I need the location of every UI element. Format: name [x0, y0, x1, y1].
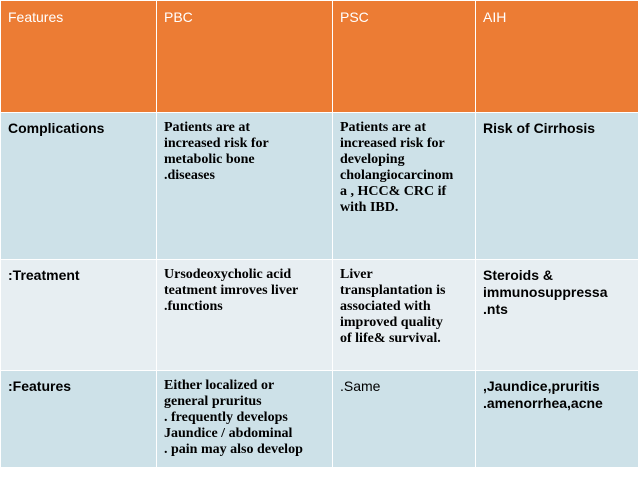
cell-line: Ursodeoxycholic acid	[164, 267, 292, 282]
cell-line: increased risk for	[164, 136, 269, 151]
cell-line: .amenorrhea,acne	[483, 395, 603, 411]
cell-line: general pruritus	[164, 394, 262, 409]
cell-line: cholangiocarcinom	[340, 168, 454, 183]
cell-line: Jaundice / abdominal	[164, 426, 293, 441]
header-cell-features	[1, 1, 157, 113]
cell-text	[333, 371, 475, 395]
pbc-cell	[157, 113, 333, 260]
cell-line: associated with	[340, 299, 431, 314]
cell-line: .nts	[483, 301, 508, 317]
psc-cell	[333, 260, 476, 371]
header-label: AIH	[483, 9, 507, 25]
cell-line: .diseases	[164, 168, 215, 183]
cell-line: developing	[340, 152, 405, 167]
cell-line: Patients are at	[164, 120, 251, 135]
table-row	[1, 371, 638, 468]
psc-cell	[333, 371, 476, 468]
cell-line: a , HCC& CRC if	[340, 184, 447, 199]
cell-text	[476, 371, 638, 412]
cell-line: with IBD.	[340, 200, 399, 215]
cell-text	[157, 371, 332, 458]
row-label: :Treatment	[8, 267, 80, 283]
aih-cell	[476, 371, 638, 468]
cell-line: teatment imroves liver	[164, 283, 299, 298]
cell-line: ,Jaundice,pruritis	[483, 378, 600, 394]
cell-line: metabolic bone	[164, 152, 255, 167]
cell-line: Liver	[340, 267, 373, 282]
cell-text	[333, 113, 475, 216]
header-cell-pbc	[157, 1, 333, 113]
table-row	[1, 260, 638, 371]
cell-line: . pain may also develop	[164, 442, 303, 457]
row-label: Complications	[8, 120, 105, 136]
cell-text	[157, 260, 332, 315]
cell-text	[157, 113, 332, 184]
header-label: PSC	[340, 9, 369, 25]
header-cell-aih	[476, 1, 638, 113]
cell-line: .functions	[164, 299, 223, 314]
cell-line: transplantation is	[340, 283, 446, 298]
header-label: PBC	[164, 9, 193, 25]
cell-line: immunosuppressa	[483, 284, 608, 300]
row-label-cell	[1, 113, 157, 260]
table-row	[1, 113, 638, 260]
cell-line: improved quality	[340, 315, 443, 330]
aih-cell	[476, 113, 638, 260]
cell-text	[476, 260, 638, 318]
row-label-cell	[1, 371, 157, 468]
cell-line: Patients are at	[340, 120, 427, 135]
cell-line: Steroids &	[483, 267, 554, 283]
cell-line: Either localized or	[164, 378, 275, 393]
cell-line: of life& survival.	[340, 331, 441, 346]
psc-cell	[333, 113, 476, 260]
row-label: :Features	[8, 378, 72, 394]
header-row	[1, 1, 638, 113]
header-cell-psc	[333, 1, 476, 113]
cell-line: . frequently develops	[164, 410, 288, 425]
cell-line: .Same	[340, 378, 381, 394]
pbc-cell	[157, 260, 333, 371]
cell-text	[476, 113, 638, 137]
row-label-cell	[1, 260, 157, 371]
cell-line: increased risk for	[340, 136, 445, 151]
pbc-cell	[157, 371, 333, 468]
cell-line: Risk of Cirrhosis	[483, 120, 596, 136]
header-label: Features	[8, 9, 64, 25]
aih-cell	[476, 260, 638, 371]
cell-text	[333, 260, 475, 347]
